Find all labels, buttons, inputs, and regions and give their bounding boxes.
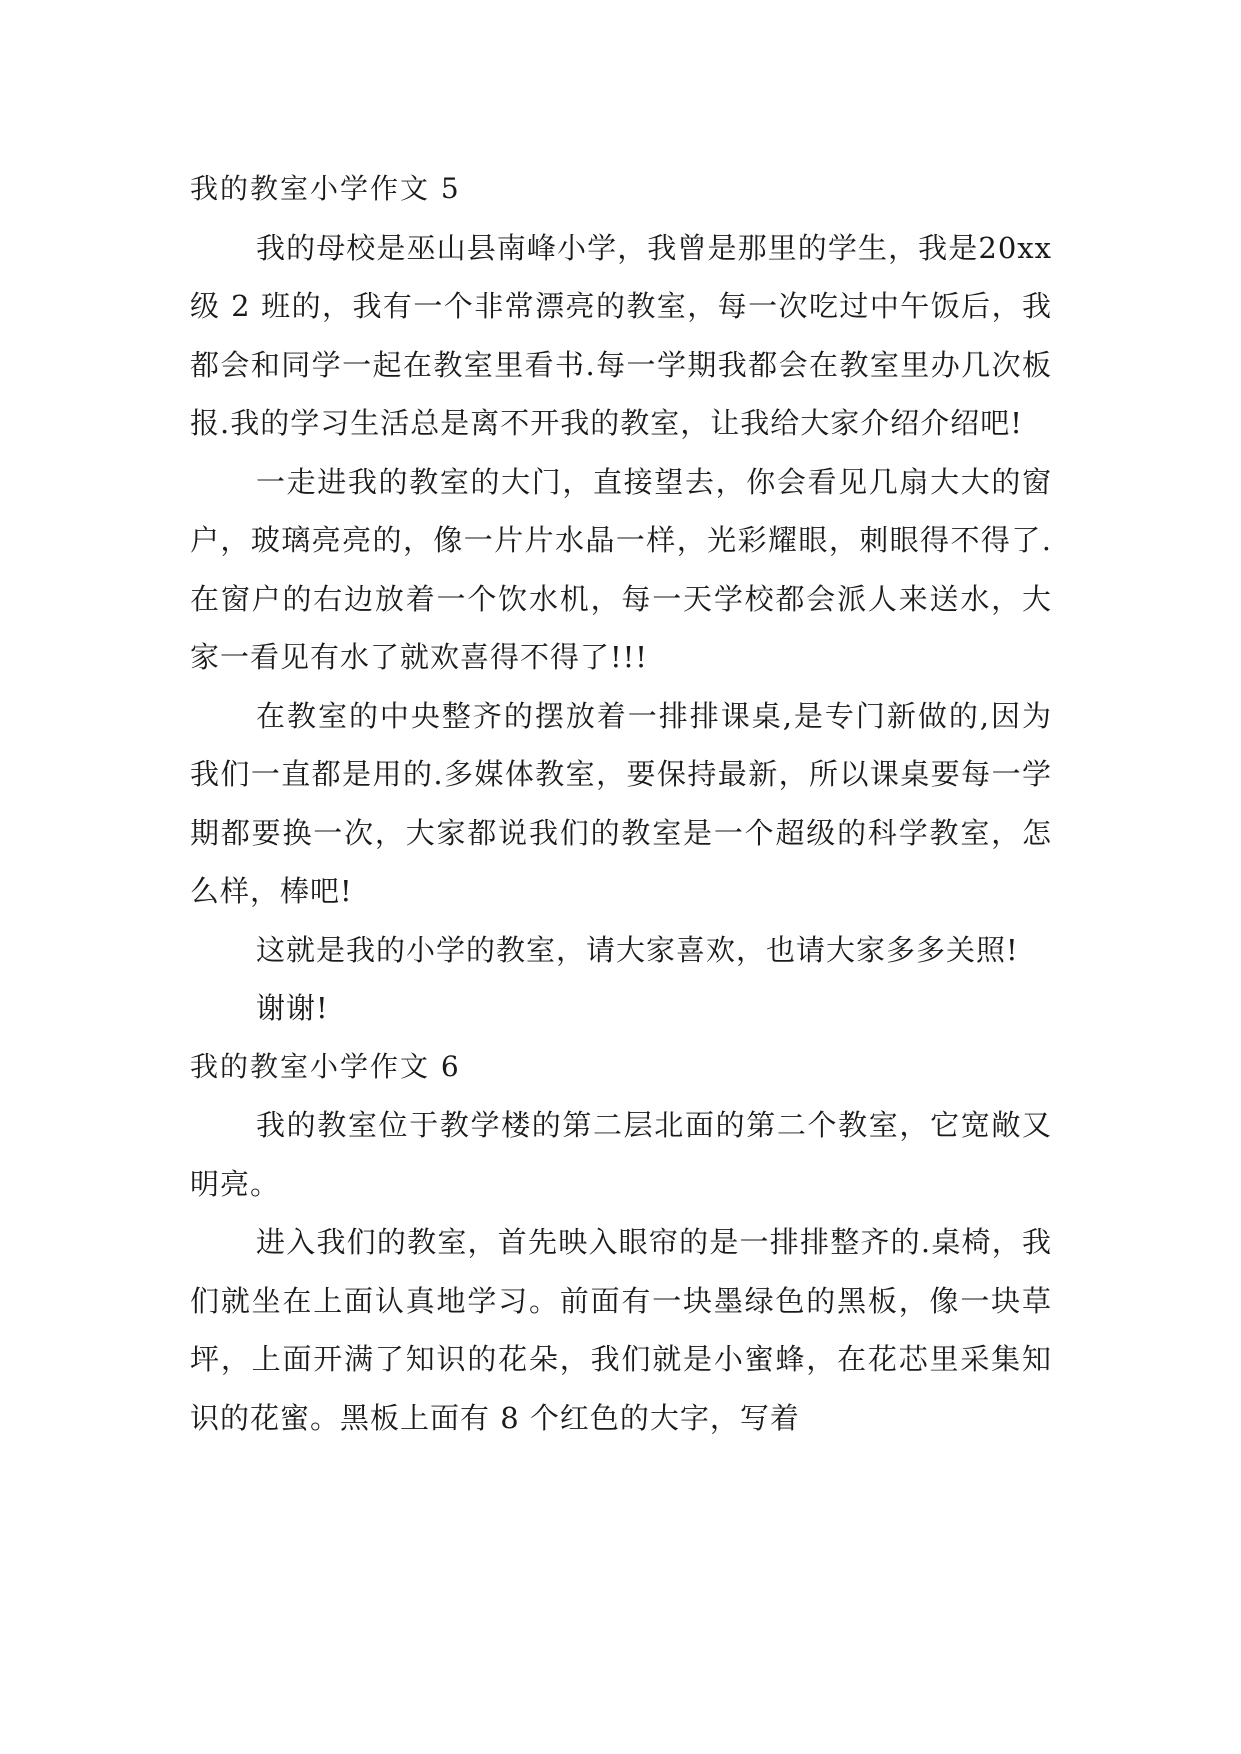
- document-page: [190, 160, 1052, 1447]
- essay-6-paragraph-1: 我的教室位于教学楼的第二层北面的第二个教室，它宽敞又明亮。: [190, 1108, 1052, 1201]
- essay-6-heading: 我的教室小学作文 6: [190, 1049, 461, 1083]
- essay-5-heading: 我的教室小学作文 5: [190, 172, 461, 205]
- essay-5-paragraph-5: 谢谢!: [256, 991, 329, 1025]
- essay-5-paragraph-2: 一走进我的教室的大门，直接望去，你会看见几扇大大的窗户，玻璃亮亮的，像一片片水晶一样，光彩耀眼，刺眼得不得了.在窗户的右边放着一个饮水机，每一天学校都会派人来送水，大家一看见有水了就欢喜得不得了!!!: [190, 464, 1052, 674]
- essay-5-paragraph-1: 我的母校是巫山县南峰小学，我曾是那里的学生，我是20xx 级 2 班的，我有一个非常漂亮的教室，每一次吃过中午饭后，我都会和同学一起在教室里看书.每一学期我都会在教室里办几次板报.我的学习生活总是离不开我的教室，让我给大家介绍介绍吧!: [190, 230, 1052, 440]
- essay-5-paragraph-3: 在教室的中央整齐的摆放着一排排课桌,是专门新做的,因为我们一直都是用的.多媒体教室，要保持最新，所以课桌要每一学期都要换一次，大家都说我们的教室是一个超级的科学教室，怎么样，棒吧!: [190, 698, 1052, 908]
- essay-5-paragraph-4: 这就是我的小学的教室，请大家喜欢，也请大家多多关照!: [256, 932, 1019, 967]
- essay-6-paragraph-2: 进入我们的教室，首先映入眼帘的是一排排整齐的.桌椅，我们就坐在上面认真地学习。前面有一块墨绿色的黑板，像一块草坪，上面开满了知识的花朵，我们就是小蜜蜂，在花芯里采集知识的花蜜。黑板上面有 8 个红色的大字，写着: [190, 1225, 1052, 1435]
